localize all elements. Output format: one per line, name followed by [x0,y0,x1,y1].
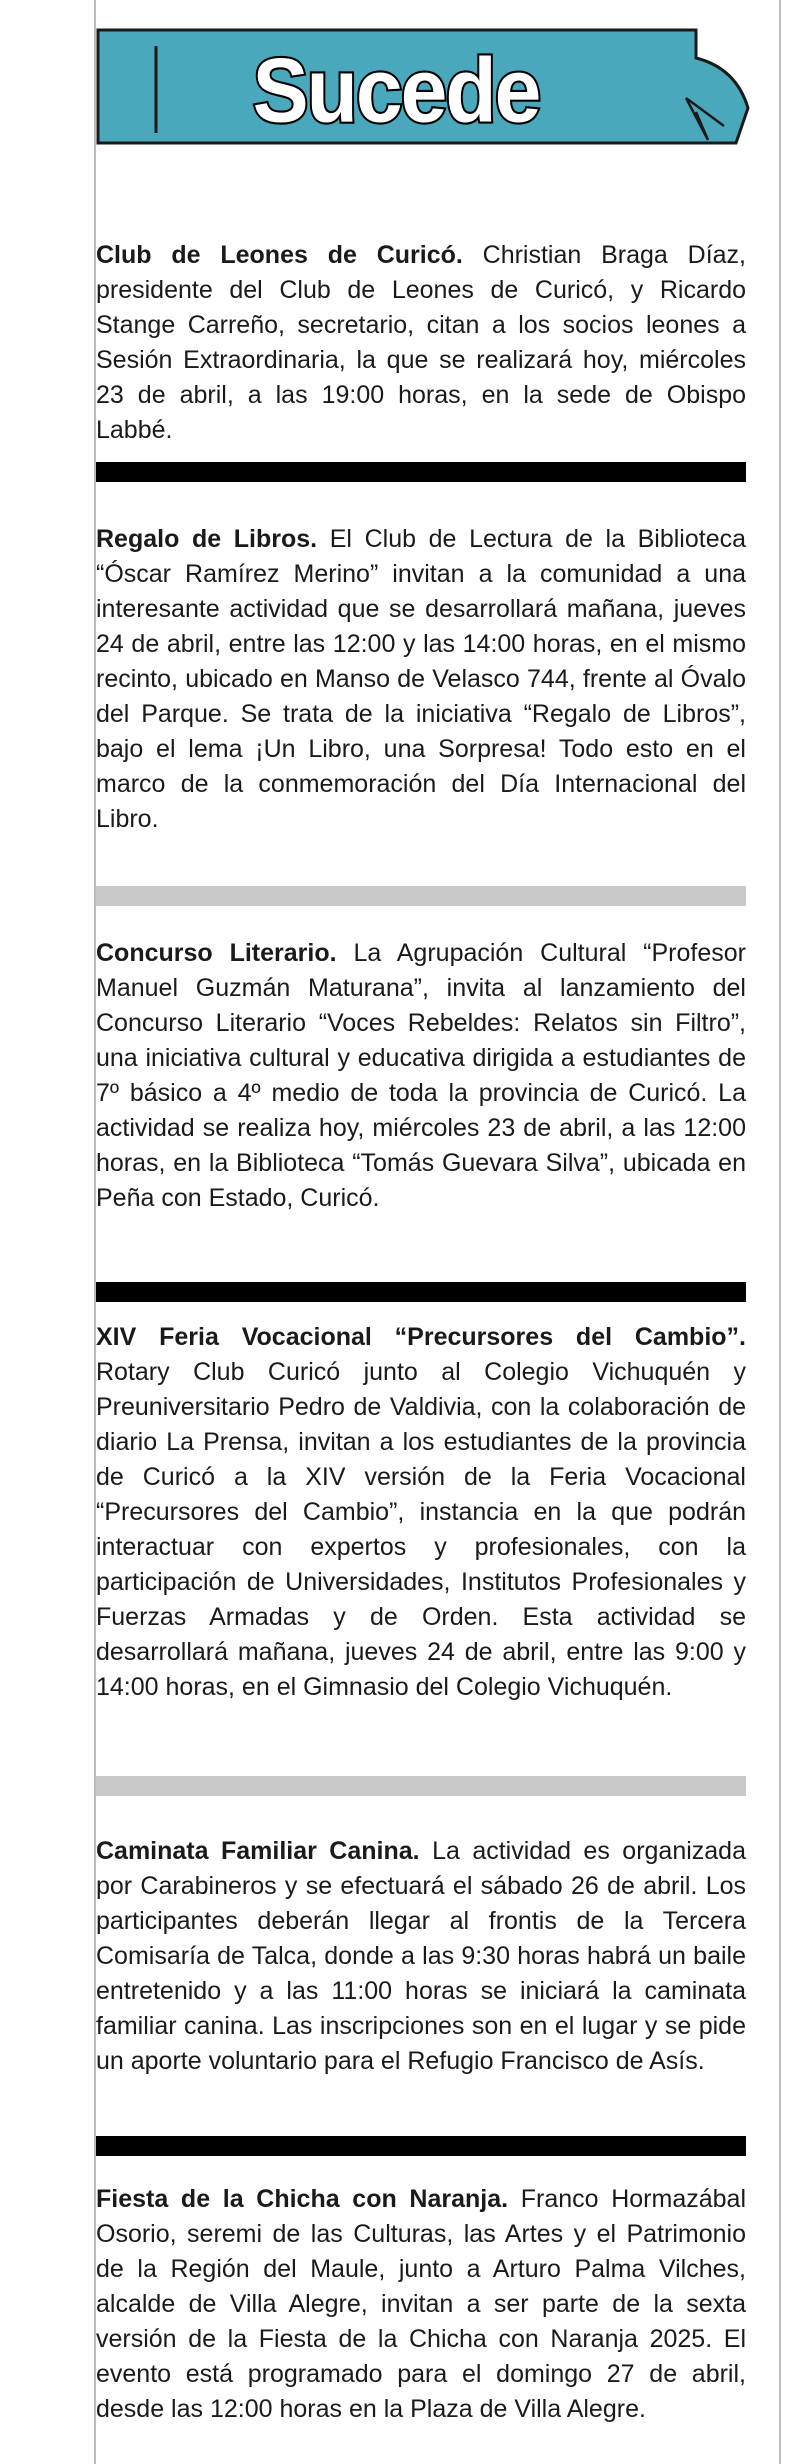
news-item-headline: Fiesta de la Chicha con Naranja. [96,2185,521,2213]
news-item-body: El Club de Lectura de la Biblioteca “Óscar Ramírez Merino” invitan a la comunidad a una interesante actividad que se desarrollará mañana, jueves 24 de abril, entre las 12:00 y las 14:00 horas, en el mismo recinto, ubicado en Manso de Velasco 744, frente al Óvalo del Parque. Se trata de la iniciativa “Regalo de Libros”, bajo el lema ¡Un Libro, una Sorpresa! Todo esto en el marco de la conmemoración del Día Internacional del Libro. [96,525,747,833]
news-item-headline: Caminata Familiar Canina. [96,1837,433,1865]
news-item-headline: XIV Feria Vocacional “Precursores del Cambio”. [96,1323,746,1351]
section-divider [96,1282,746,1302]
section-divider [96,886,746,906]
news-item-body: Franco Hormazábal Osorio, seremi de las Culturas, las Artes y el Patrimonio de la Región del Maule, junto a Arturo Palma Vilches, alcalde de Villa Alegre, invitan a ser parte de la sexta versión de la Fiesta de la Chicha con Naranja 2025. El evento está programado para el domingo 27 de abril, desde las 12:00 horas en la Plaza de Villa Alegre. [96,2185,747,2423]
news-item-body: La actividad es organizada por Carabineros y se efectuará el sábado 26 de abril. Los participantes deberán llegar al frontis de la Tercera Comisaría de Talca, donde a las 9:30 horas habrá un baile entretenido y a las 11:00 horas se iniciará la caminata familiar canina. Las inscripciones son en el lugar y se pide un aporte voluntario para el Refugio Francisco de Asís. [96,1837,746,2075]
section-divider [96,2136,746,2156]
news-item-headline: Concurso Literario. [96,939,354,967]
section-divider [96,1776,746,1796]
news-item-headline: Club de Leones de Curicó. [96,241,483,269]
section-divider [96,462,746,482]
news-item [96,2182,746,2427]
page-border-right [779,0,781,2464]
news-item [96,238,746,448]
news-item [96,522,746,837]
news-item-body: Rotary Club Curicó junto al Colegio Vichuquén y Preuniversitario Pedro de Valdivia, con la colaboración de diario La Prensa, invitan a los estudiantes de la provincia de Curicó a la XIV versión de la Feria Vocacional “Precursores del Cambio”, instancia en la que podrán interactuar con expertos y profesionales, con la participación de Universidades, Institutos Profesionales y Fuerzas Armadas y de Orden. Esta actividad se desarrollará mañana, jueves 24 de abril, entre las 9:00 y 14:00 horas, en el Gimnasio del Colegio Vichuquén. [96,1358,746,1701]
section-title: Sucede [252,39,540,141]
section-header [96,28,751,153]
news-item [96,936,746,1216]
news-item [96,1834,746,2079]
news-item [96,1320,746,1705]
news-item-body: La Agrupación Cultural “Profesor Manuel Guzmán Maturana”, invita al lanzamiento del Concurso Literario “Voces Rebeldes: Relatos sin Filtro”, una iniciativa cultural y educativa dirigida a estudiantes de 7º básico a 4º medio de toda la provincia de Curicó. La actividad se realiza hoy, miércoles 23 de abril, a las 12:00 horas, en la Biblioteca “Tomás Guevara Silva”, ubicada en Peña con Estado, Curicó. [96,939,746,1212]
news-item-body: Christian Braga Díaz, presidente del Club de Leones de Curicó, y Ricardo Stange Carreño, secretario, citan a los socios leones a Sesión Extraordinaria, la que se realizará hoy, miércoles 23 de abril, a las 19:00 horas, en la sede de Obispo Labbé. [96,241,746,444]
news-item-headline: Regalo de Libros. [96,525,330,553]
